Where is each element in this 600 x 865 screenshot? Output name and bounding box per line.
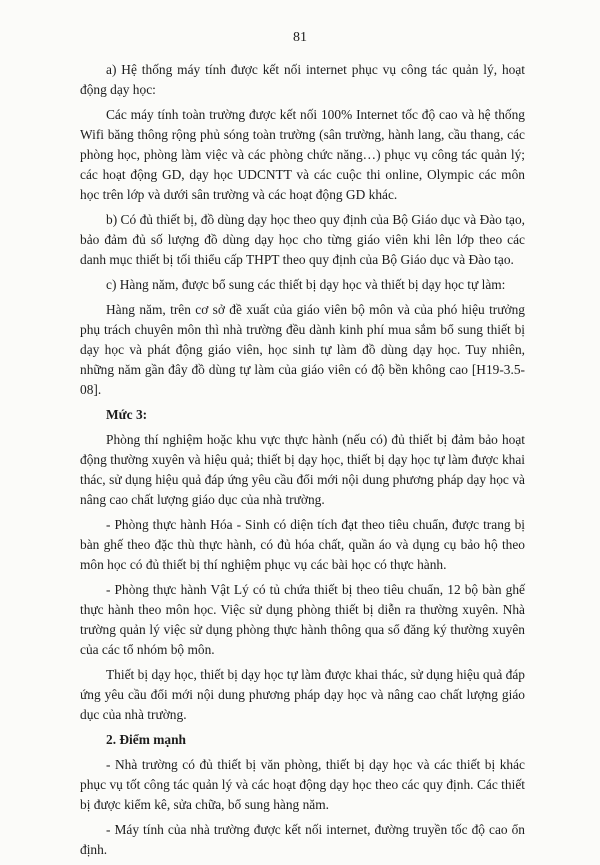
level-3-heading: Mức 3: [106,407,148,422]
paragraph-internet: Các máy tính toàn trường được kết nối 100% Internet tốc độ cao và hệ thống Wifi băng thông rộng phủ sóng toàn trường (sân trường, hành lang, cầu thang, các phòng học, phòng làm việc và các phòng chức năng…) phục vụ công tác quản lý; các hoạt động GD, dạy học UDCNTT và các cuộc thi online, Olympic các môn học trên lớp và dưới sân trường và các hoạt động GD khác. [80,107,525,202]
paragraph-equipment-usage: Thiết bị dạy học, thiết bị dạy học tự làm được khai thác, sử dụng hiệu quả đáp ứng yêu cầu đổi mới nội dung phương pháp dạy học và nâng cao chất lượng giáo dục của nhà trường. [80,667,525,722]
paragraph-b: b) Có đủ thiết bị, đồ dùng dạy học theo quy định của Bộ Giáo dục và Đào tạo, bảo đảm đủ số lượng đồ dùng dạy học cho từng giáo viên khi lên lớp theo các danh mục thiết bị tối thiểu cấp THPT theo quy định của Bộ Giáo dục và Đào tạo. [80,212,525,267]
strengths-heading: 2. Điểm mạnh [106,732,186,747]
paragraph-strength-1: - Nhà trường có đủ thiết bị văn phòng, thiết bị dạy học và các thiết bị khác phục vụ tốt công tác quản lý và các hoạt động dạy học theo các quy định. Các thiết bị được kiểm kê, sửa chữa, bổ sung hàng năm. [80,757,525,812]
paragraph-chem-bio: - Phòng thực hành Hóa - Sinh có diện tích đạt theo tiêu chuẩn, được trang bị bàn ghế theo đặc thù thực hành, có đủ hóa chất, quần áo và dụng cụ bảo hộ theo môn học có đủ thiết bị thí nghiệm phục vụ các bài học có thực hành. [80,517,525,572]
paragraph-annual-supply: Hàng năm, trên cơ sở đề xuất của giáo viên bộ môn và của phó hiệu trưởng phụ trách chuyên môn thì nhà trường đều dành kinh phí mua sắm bổ sung thiết bị dạy học và phát động giáo viên, học sinh tự làm đồ dùng dạy học. Tuy nhiên, những năm gần đây đồ dùng tự làm của giáo viên có độ bền không cao [H19-3.5-08]. [80,302,525,397]
page-number: 81 [293,30,307,45]
paragraph-strength-2: - Máy tính của nhà trường được kết nối internet, đường truyền tốc độ cao ổn định. [80,822,525,857]
document-body [80,60,525,865]
paragraph-lab: Phòng thí nghiệm hoặc khu vực thực hành (nếu có) đủ thiết bị đảm bảo hoạt động thường xuyên và hiệu quả; thiết bị dạy học, thiết bị dạy học tự làm được khai thác, sử dụng hiệu quả đáp ứng yêu cầu đổi mới nội dung phương pháp dạy học và nâng cao chất lượng giáo dục của nhà trường. [80,432,525,507]
paragraph-a-heading: a) Hệ thống máy tính được kết nối internet phục vụ công tác quản lý, hoạt động dạy học: [80,62,525,97]
paragraph-c-heading: c) Hàng năm, được bổ sung các thiết bị dạy học và thiết bị dạy học tự làm: [106,277,506,292]
paragraph-physics: - Phòng thực hành Vật Lý có tủ chứa thiết bị theo tiêu chuẩn, 12 bộ bàn ghế thực hành theo môn học. Việc sử dụng phòng thiết bị diễn ra thường xuyên. Nhà trường quản lý việc sử dụng phòng thực hành thông qua sổ đăng ký thường xuyên của các tổ nhóm bộ môn. [80,582,525,657]
